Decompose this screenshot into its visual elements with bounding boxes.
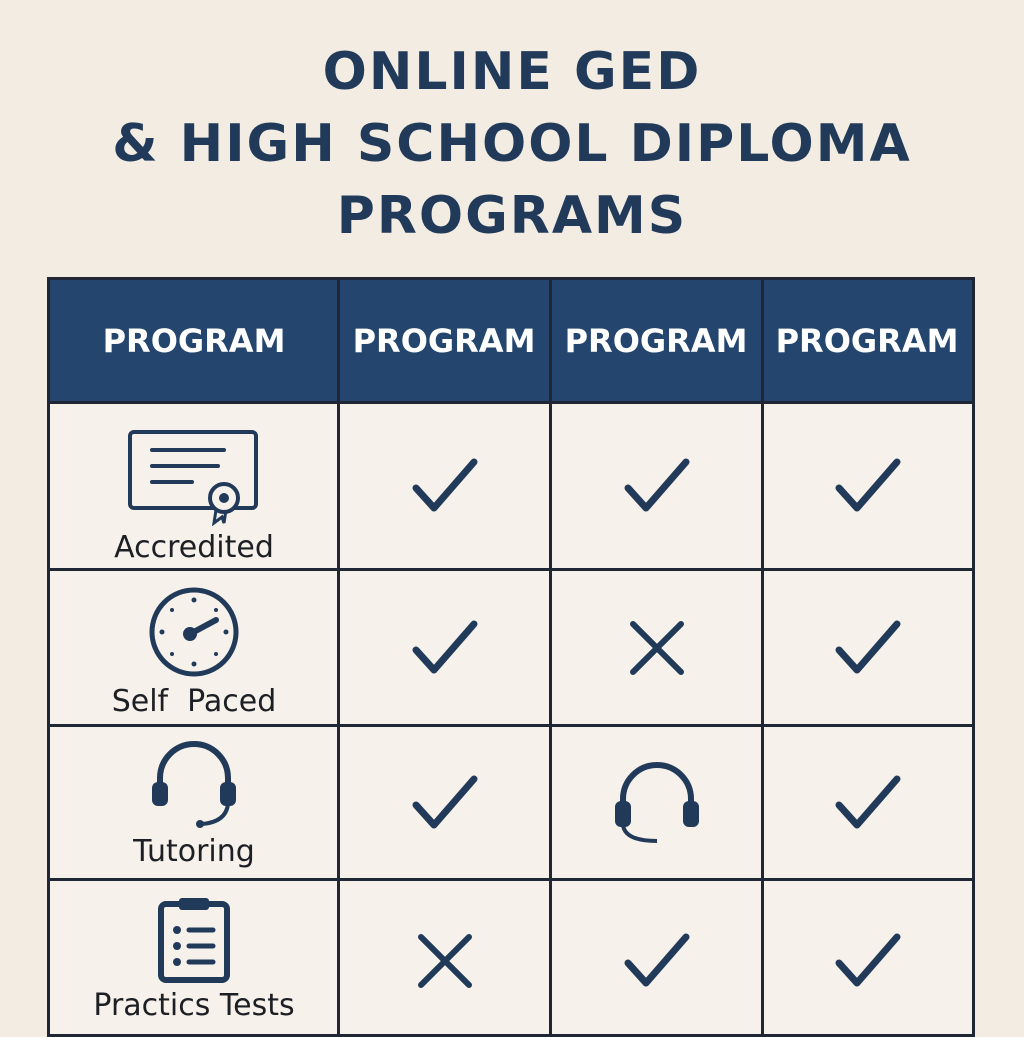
headset-icon <box>146 738 242 830</box>
cross-icon <box>340 881 549 1037</box>
table-row-tutoring <box>50 738 338 876</box>
column-header-2: PROGRAM <box>352 321 536 360</box>
page-title <box>0 36 1024 252</box>
title-line-2: & HIGH SCHOOL DIPLOMA <box>112 114 912 174</box>
column-header-1: PROGRAM <box>102 321 286 360</box>
check-icon <box>340 404 549 568</box>
clipboard-list-icon <box>149 894 239 984</box>
check-icon <box>552 404 761 568</box>
feature-label: Practics Tests <box>93 988 295 1023</box>
table-header <box>50 280 972 404</box>
cross-icon <box>552 571 761 724</box>
check-icon <box>764 727 972 878</box>
title-line-1: ONLINE GED <box>322 42 702 102</box>
feature-label: Tutoring <box>133 834 255 869</box>
feature-label: Accredited <box>114 530 274 565</box>
table-row-accredited <box>50 426 338 568</box>
column-header-4: PROGRAM <box>775 321 959 360</box>
table-row-self-paced <box>50 584 338 722</box>
check-icon <box>552 881 761 1037</box>
headset-icon <box>552 727 761 878</box>
check-icon <box>764 404 972 568</box>
check-icon <box>340 727 549 878</box>
check-icon <box>764 571 972 724</box>
comparison-table <box>47 277 975 1037</box>
check-icon <box>764 881 972 1037</box>
check-icon <box>340 571 549 724</box>
feature-label: Self Paced <box>111 684 277 719</box>
certificate-icon <box>126 426 262 526</box>
table-row-practice-tests <box>50 894 338 1037</box>
column-header-3: PROGRAM <box>564 321 748 360</box>
clock-icon <box>146 584 242 680</box>
title-line-3: PROGRAMS <box>336 186 688 246</box>
